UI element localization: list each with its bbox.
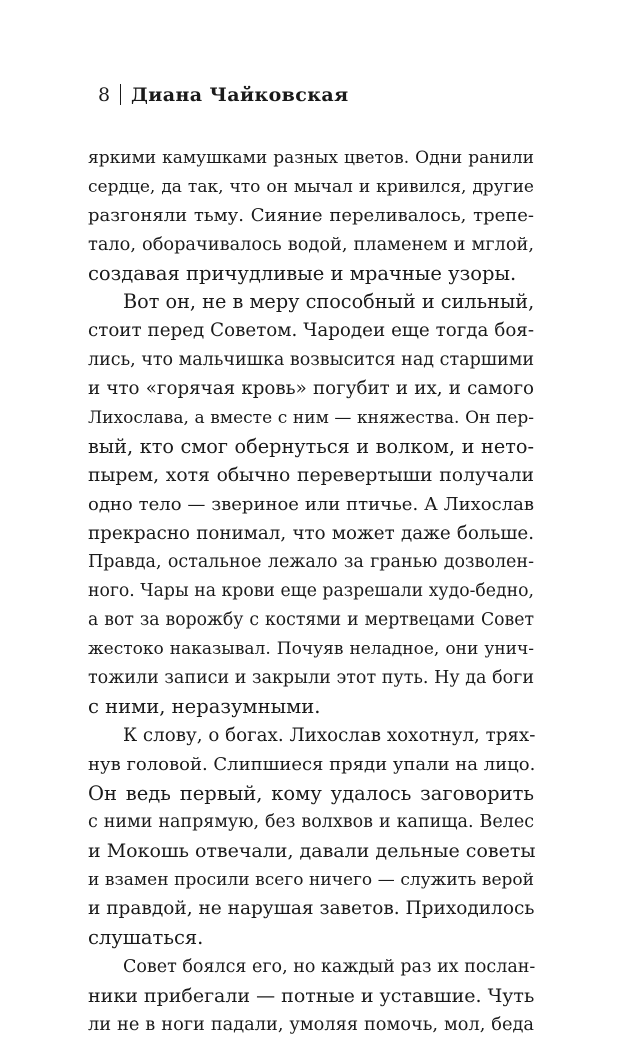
text-line: и что «горячая кровь» погубит и их, и самого (88, 378, 534, 400)
header-divider (120, 84, 122, 105)
text-line: прекрасно понимал, что может даже больше. (88, 522, 534, 544)
text-line: одно тело — звериное или птичье. А Лихослав (88, 493, 534, 515)
book-author: Диана Чайковская (131, 84, 349, 106)
text-line: сердце, да так, что он мычал и кривился, другие (88, 176, 534, 197)
text-line: тало, оборачивалось водой, пламенем и мглой, (88, 234, 534, 255)
text-line: и Мокошь отвечали, давали дельные советы (88, 840, 536, 863)
paragraph-first-line: К слову, о богах. Лихослав хохотнул, трях- (123, 724, 536, 746)
text-line: нув головой. Слипшиеся пряди упали на лицо. (88, 753, 536, 775)
paragraph-first-line: Вот он, не в меру способный и сильный, (123, 290, 535, 314)
text-line: жестоко наказывал. Почуяв неладное, они унич- (88, 639, 534, 660)
text-line: яркими камушками разных цветов. Одни ранили (88, 148, 534, 168)
text-line: ли не в ноги падали, умоляя помочь, мол, беда (88, 1014, 534, 1035)
text-line: а вот за ворожбу с костями и мертвецами Совет (88, 610, 534, 631)
text-line: Лихослава, а вместе с ним — княжества. Он пер- (88, 408, 534, 429)
text-line: слушаться. (88, 926, 204, 950)
text-line: и правдой, не нарушая заветов. Приходилось (88, 898, 535, 920)
text-line: лись, что мальчишка возвысится над старшими (88, 350, 534, 371)
text-line: вый, кто смог обернуться и волком, и нето- (88, 434, 534, 458)
text-line: Он ведь первый, кому удалось заговорить (88, 781, 534, 805)
text-line: создавая причудливые и мрачные узоры. (88, 261, 517, 285)
page-number: 8 (98, 84, 111, 106)
text-line: стоит перед Советом. Чародеи еще тогда боя- (88, 320, 534, 342)
text-line: пырем, хотя обычно перевертыши получали (88, 464, 534, 486)
text-line: с ними напрямую, без волхвов и капища. Велес (88, 812, 534, 833)
text-line: ного. Чары на крови еще разрешали худо-бедно, (88, 581, 534, 602)
running-head (98, 84, 349, 106)
text-line: ники прибегали — потные и уставшие. Чуть (88, 984, 535, 1007)
text-line: Правда, остальное лежало за гранью дозволен- (88, 552, 534, 573)
text-line: с ними, неразумными. (88, 694, 321, 718)
body-text (88, 144, 534, 1040)
text-line: разгоняли тьму. Сияние переливалось, трепе- (88, 204, 534, 226)
text-line: и взамен просили всего ничего — служить верой (88, 870, 534, 891)
text-line: тожили записи и закрыли этот путь. Ну да боги (88, 668, 534, 689)
paragraph-first-line: Совет боялся его, но каждый раз их послан- (123, 956, 536, 977)
